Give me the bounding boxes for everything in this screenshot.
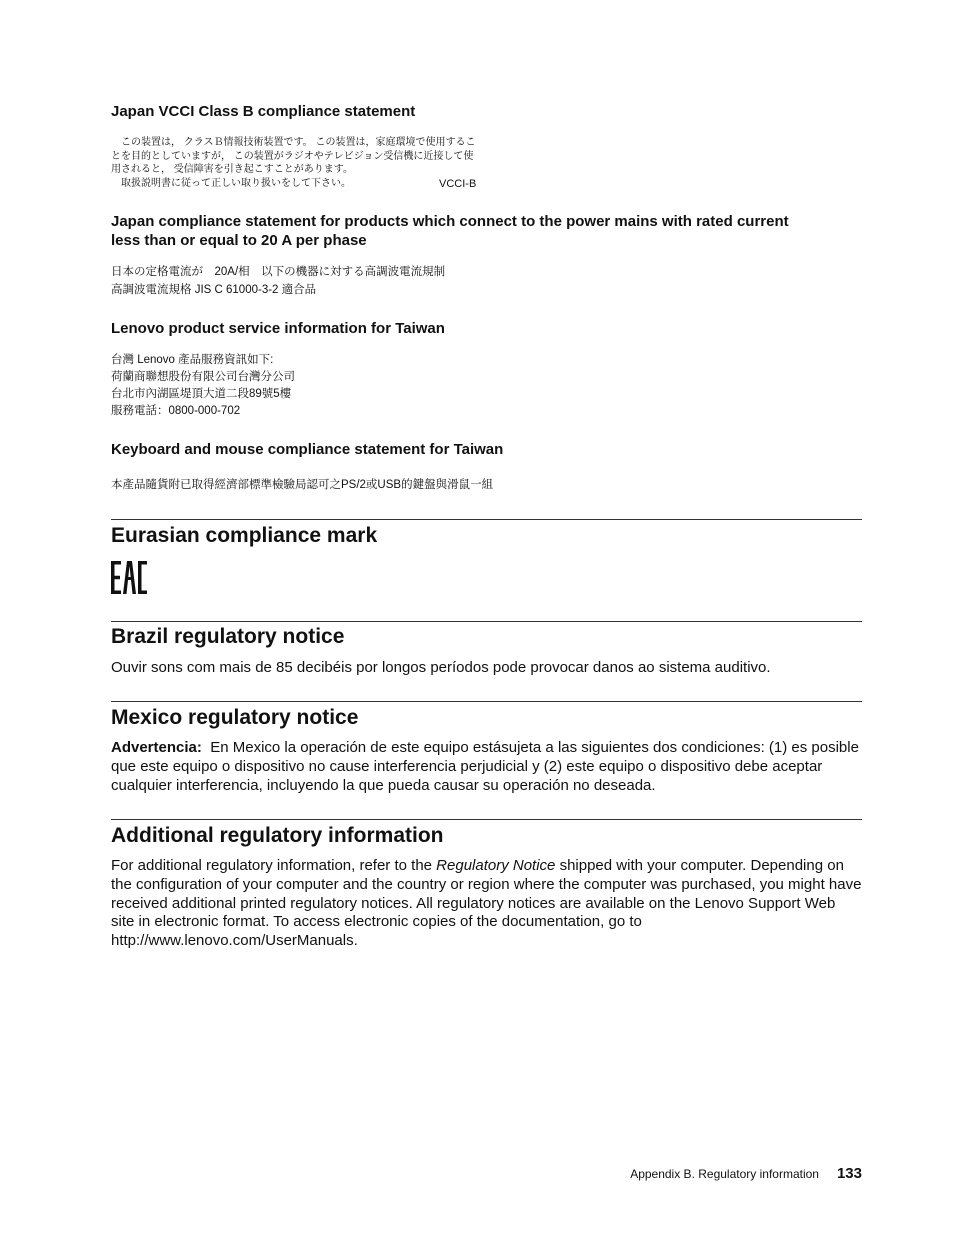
japan-vcci-heading: Japan VCCI Class B compliance statement	[111, 103, 416, 120]
section-divider	[111, 701, 862, 702]
vcci-line-2: とを目的としていますが， この装置がラジオやテレビジョン受信機に近接して使	[111, 150, 474, 162]
taiwan-service-heading: Lenovo product service information for Taiwan	[111, 320, 445, 337]
taiwan-keyboard-heading: Keyboard and mouse compliance statement for Taiwan	[111, 441, 504, 458]
additional-heading: Additional regulatory information	[111, 824, 444, 847]
mexico-heading: Mexico regulatory notice	[111, 706, 359, 729]
japan-power-heading-line-2: less than or equal to 20 A per phase	[111, 232, 367, 249]
japan-power-line-1: 日本の定格電流が 20A/相 以下の機器に対する高調波電流規制	[111, 266, 446, 278]
page-footer	[630, 1165, 862, 1182]
brazil-heading: Brazil regulatory notice	[111, 625, 345, 648]
section-divider	[111, 819, 862, 820]
mexico-text: En Mexico la operación de este equipo estásujeta a las siguientes dos condiciones: (1) es posible que este equipo o dispositivo no cause interferencia perjudicial y (2) este equipo o dispositivo debe aceptar cualquier interferencia, incluyendo la que pueda causar su operación no deseada.	[111, 739, 859, 794]
vcci-class-tag: VCCI-B	[439, 178, 477, 190]
japan-power-heading-line-1: Japan compliance statement for products which connect to the power mains with rated current	[111, 213, 789, 230]
mexico-warning-label: Advertencia:	[111, 739, 202, 756]
japan-power-line-2: 高調波電流規格 JIS C 61000-3-2 適合品	[111, 284, 317, 296]
vcci-line-4: 取扱説明書に従って正しい取り扱いをして下さい。	[121, 177, 351, 189]
additional-paragraph	[111, 857, 862, 951]
vcci-line-1: この装置は， クラスＢ情報技術装置です。 この装置は，家庭環境で使用するこ	[121, 137, 476, 148]
page-number: 133	[836, 1165, 862, 1182]
additional-text-after: shipped with your computer. Depending on the configuration of your computer and the country or region where the computer was purchased, you might have received additional printed regulatory notices. All regulatory notices are available on the Lenovo Support Web site in electronic format. To access electronic copies of the documentation, go to http://www.lenovo.com/UserManuals.	[111, 857, 862, 950]
brazil-text: Ouvir sons com mais de 85 decibéis por longos períodos pode provocar danos ao sistema auditivo.	[111, 659, 771, 676]
eurasian-heading: Eurasian compliance mark	[111, 524, 378, 547]
taiwan-service-line-2: 荷蘭商聯想股份有限公司台灣分公司	[111, 371, 295, 383]
additional-text-before: For additional regulatory information, refer to the	[111, 857, 437, 874]
eac-mark-icon	[111, 561, 147, 594]
vcci-line-3: 用されると， 受信障害を引き起こすことがあります。	[111, 164, 353, 175]
section-divider	[111, 621, 862, 622]
mexico-paragraph	[111, 739, 862, 795]
taiwan-keyboard-line: 本產品隨貨附已取得經濟部標準檢驗局認可之PS/2或USB的鍵盤與滑鼠一組	[111, 479, 494, 491]
japan-vcci-statement	[111, 136, 491, 190]
taiwan-service-line-1: 台灣 Lenovo 產品服務資訊如下:	[111, 354, 274, 366]
regulatory-notice-title: Regulatory Notice	[436, 857, 556, 874]
footer-section-title: Appendix B. Regulatory information	[630, 1167, 819, 1181]
taiwan-service-line-3: 台北市內湖區堤頂大道二段89號5樓	[111, 388, 292, 400]
taiwan-service-line-4: 服務電話：0800-000-702	[111, 405, 241, 417]
section-divider	[111, 519, 862, 520]
